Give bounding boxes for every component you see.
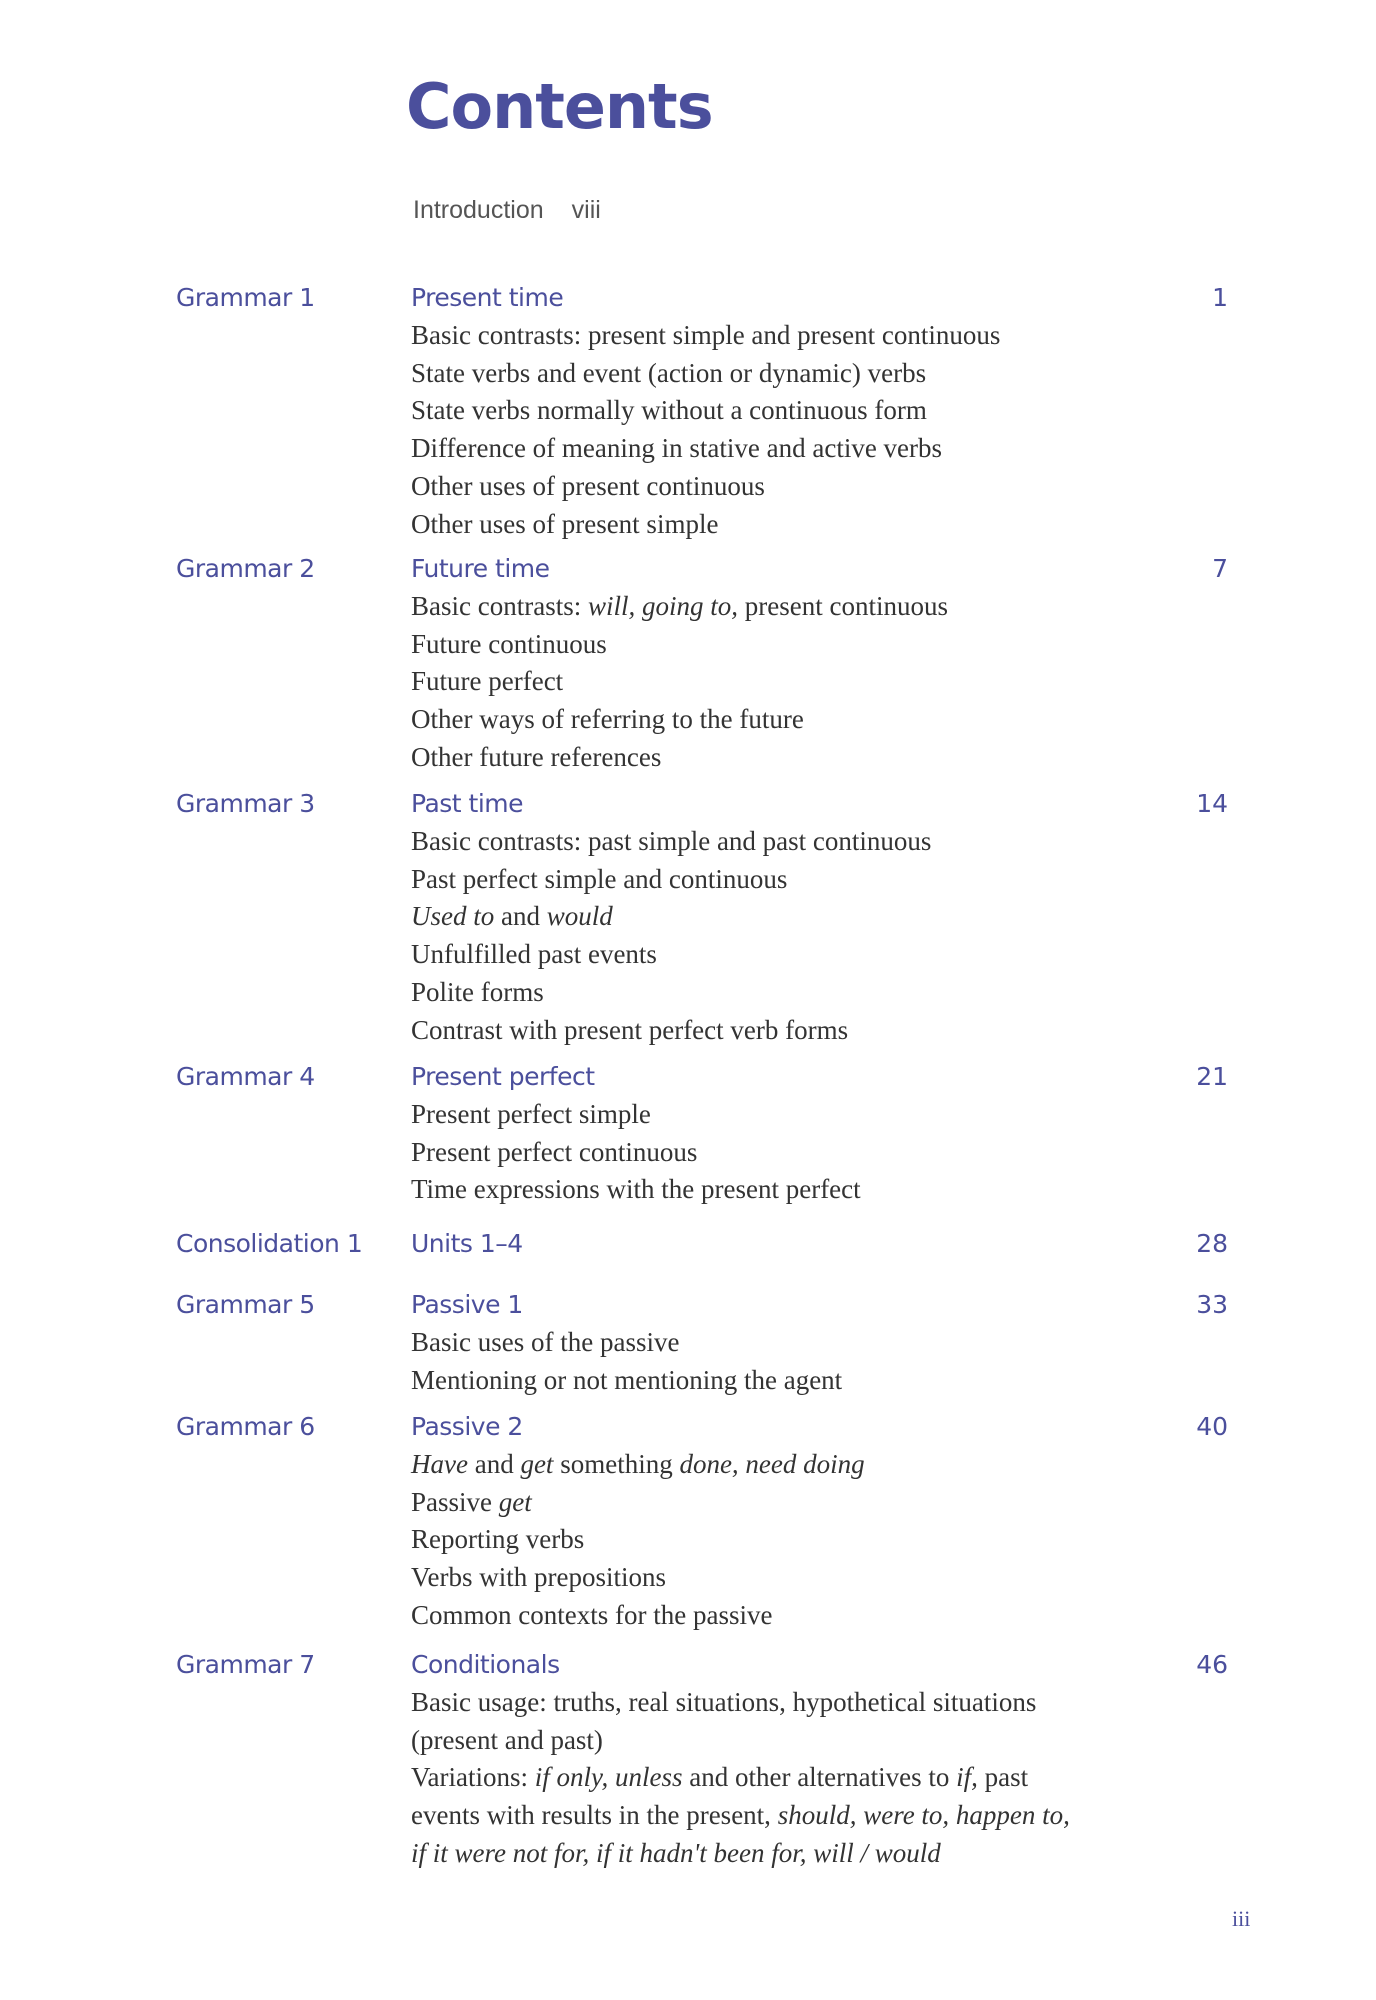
text-segment: Future perfect [411,666,564,697]
section-heading[interactable]: Present time [411,283,564,312]
toc-subitem [411,739,1171,777]
text-segment: past [977,1762,1029,1793]
intro-label: Introduction [413,196,544,224]
text-segment: Unfulfilled past events [411,939,657,970]
text-segment: Time expressions with the present perfect [411,1174,861,1205]
text-segment: State verbs normally without a continuous form [411,395,927,426]
toc-subitem [411,898,1171,936]
section-heading[interactable]: Conditionals [411,1650,560,1679]
page-title: Contents [406,70,713,143]
text-segment: Have [411,1449,468,1479]
text-segment: Basic contrasts: present simple and present continuous [411,320,1001,350]
toc-subitem [411,1134,1171,1172]
section-page-number: 1 [1212,283,1228,312]
toc-subitem [411,588,1171,626]
section-page-number: 33 [1196,1290,1228,1319]
text-segment: if, [956,1762,978,1793]
text-segment: Basic uses of the passive [411,1327,680,1357]
toc-subitem [411,355,1171,393]
toc-subitem [411,1559,1171,1597]
toc-subitem [411,1759,1171,1797]
toc-subitem [411,974,1171,1012]
toc-subitem [411,1484,1171,1522]
section-page-number: 46 [1196,1650,1228,1679]
toc-subitem [411,626,1171,664]
text-segment: Reporting verbs [411,1524,585,1555]
text-segment: get [520,1449,554,1479]
unit-label: Grammar 7 [176,1650,315,1679]
section-heading[interactable]: Passive 2 [411,1412,523,1441]
text-segment: Verbs with prepositions [411,1562,666,1593]
unit-label: Consolidation 1 [176,1229,363,1258]
unit-label: Grammar 1 [176,283,315,312]
toc-subitem [411,317,1171,355]
section-body [411,1225,1171,1263]
toc-subitem [411,430,1171,468]
text-segment: Present perfect continuous [411,1136,698,1167]
text-segment: State verbs and event (action or dynamic) verbs [411,357,927,388]
section-page-number: 40 [1196,1412,1228,1441]
toc-subitem [411,1835,1171,1873]
text-segment: and other alternatives to [682,1762,957,1793]
section-page-number: 28 [1196,1229,1228,1258]
section-body [411,1058,1171,1209]
toc-subitem [411,1171,1171,1209]
text-segment: should, were to, happen to, [777,1800,1070,1831]
section-page-number: 21 [1196,1062,1228,1091]
section-body [411,1408,1171,1635]
toc-subitem [411,663,1171,701]
text-segment: Contrast with present perfect verb forms [411,1014,849,1045]
text-segment: Other uses of present continuous [411,470,765,501]
text-segment: Present perfect simple [411,1099,651,1129]
section-heading[interactable]: Past time [411,789,524,818]
section-page-number: 7 [1212,554,1228,583]
toc-subitem [411,468,1171,506]
text-segment: Variations: [411,1762,535,1793]
toc-subitem [411,1446,1171,1484]
text-segment: events with results in the present, [411,1800,778,1831]
page-number: iii [1232,1906,1251,1931]
text-segment: Basic usage: truths, real situations, hypothetical situations [411,1687,1037,1717]
section-heading[interactable]: Passive 1 [411,1290,523,1319]
text-segment: present continuous [738,591,948,621]
intro-page: viii [571,196,601,224]
text-segment: get [498,1486,532,1517]
toc-subitem [411,506,1171,544]
text-segment: something [553,1449,680,1479]
section-heading[interactable]: Present perfect [411,1062,595,1091]
text-segment: Passive [411,1486,499,1517]
text-segment: Other uses of present simple [411,508,719,539]
text-segment: Basic contrasts: past simple and past continuous [411,826,932,856]
toc-subitem [411,861,1171,899]
unit-label: Grammar 5 [176,1290,315,1319]
text-segment: Future continuous [411,628,607,659]
section-body [411,279,1171,543]
toc-subitem [411,823,1171,861]
unit-label: Grammar 2 [176,554,315,583]
text-segment: Other ways of referring to the future [411,704,804,735]
text-segment: Used to [411,901,495,932]
text-segment: Common contexts for the passive [411,1599,773,1630]
toc-subitem [411,392,1171,430]
text-segment: and [467,1449,521,1479]
toc-subitem [411,1096,1171,1134]
text-segment: Polite forms [411,976,544,1007]
section-body [411,550,1171,777]
toc-subitem [411,1362,1171,1400]
toc-subitem [411,1797,1171,1835]
text-segment: would [546,901,613,932]
toc-subitem [411,1324,1171,1362]
text-segment: done, need doing [679,1449,865,1479]
toc-subitem [411,1521,1171,1559]
section-body [411,1286,1171,1399]
section-heading[interactable]: Future time [411,554,550,583]
section-heading[interactable]: Units 1–4 [411,1229,523,1258]
text-segment: if it were not for, if it hadn't been for, will / would [411,1837,941,1868]
section-body [411,1646,1171,1873]
toc-subitem [411,1684,1171,1722]
text-segment: Past perfect simple and continuous [411,863,788,894]
text-segment: Mentioning or not mentioning the agent [411,1364,843,1395]
unit-label: Grammar 4 [176,1062,315,1091]
section-body [411,785,1171,1049]
unit-label: Grammar 3 [176,789,315,818]
text-segment: Other future references [411,741,662,772]
text-segment: will, going to, [587,591,738,621]
unit-label: Grammar 6 [176,1412,315,1441]
text-segment: Difference of meaning in stative and active verbs [411,433,943,464]
text-segment: and [494,901,547,932]
section-page-number: 14 [1196,789,1228,818]
toc-subitem [411,1722,1171,1760]
toc-subitem [411,701,1171,739]
text-segment: if only, unless [534,1762,683,1793]
toc-subitem [411,1597,1171,1635]
toc-subitem [411,1012,1171,1050]
toc-subitem [411,936,1171,974]
text-segment: Basic contrasts: [411,591,588,621]
toc-entry-introduction[interactable] [413,196,601,225]
text-segment: (present and past) [411,1724,603,1755]
